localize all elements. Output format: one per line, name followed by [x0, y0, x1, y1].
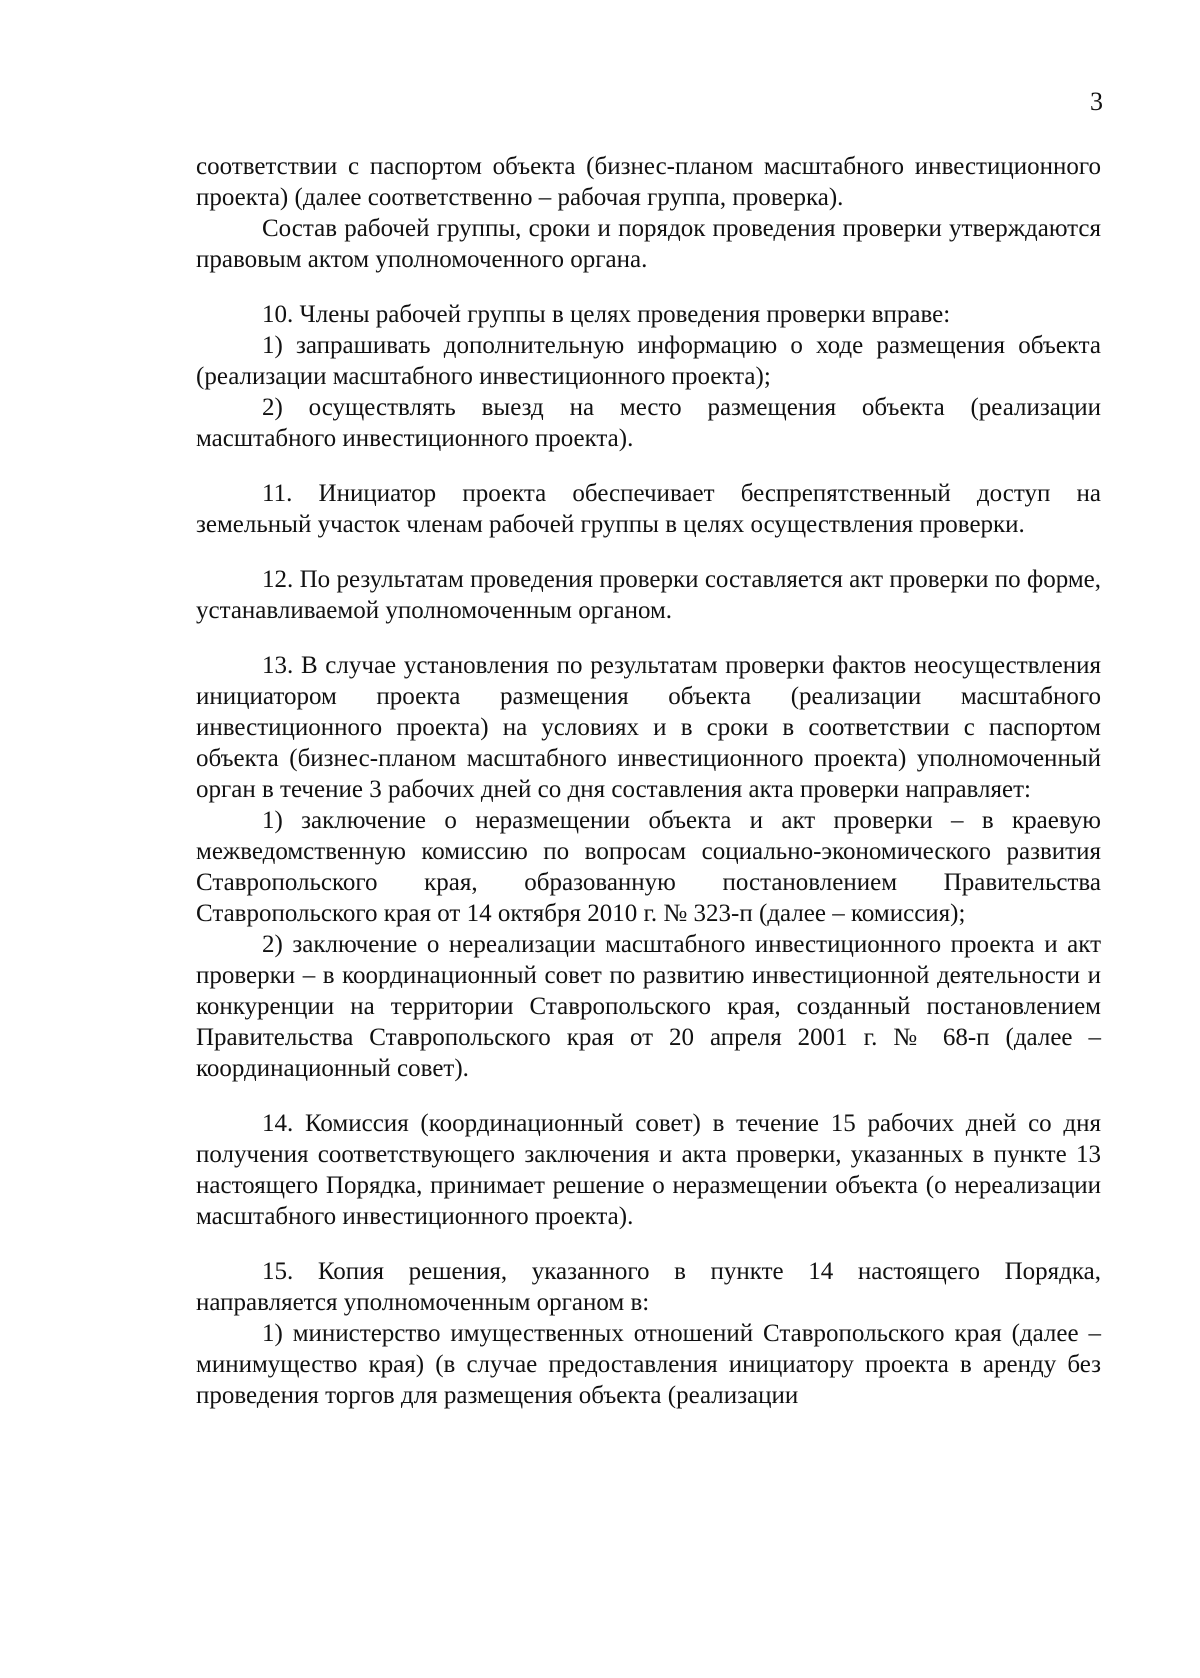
paragraph-15-item-1: 1) министерство имущественных отношений Ставропольского края (далее – минимущество края) (в случае предоставления инициатору проекта в аренду без проведения торгов для размещения объекта (реализации	[196, 1320, 1101, 1409]
paragraph-10-item-2: 2) осуществлять выезд на место размещения объекта (реализации масштабного инвестиционного проекта).	[196, 394, 1101, 452]
paragraph-10: 10. Члены рабочей группы в целях проведения проверки вправе:	[262, 301, 951, 328]
paragraph-11: 11. Инициатор проекта обеспечивает беспрепятственный доступ на земельный участок членам рабочей группы в целях осуществления проверки.	[196, 480, 1101, 538]
paragraph-12: 12. По результатам проведения проверки составляется акт проверки по форме, устанавливаемой уполномоченным органом.	[196, 566, 1101, 624]
document-body	[196, 151, 1101, 1411]
paragraph-14: 14. Комиссия (координационный совет) в течение 15 рабочих дней со дня получения соответствующего заключения и акта проверки, указанных в пункте 13 настоящего Порядка, принимает решение о неразмещении объекта (о нереализации масштабного инвестиционного проекта).	[196, 1110, 1101, 1230]
paragraph-13: 13. В случае установления по результатам проверки фактов неосуществления инициатором проекта размещения объекта (реализации масштабного инвестиционного проекта) на условиях и в сроки в соответствии с паспортом объекта (бизнес-планом масштабного инвестиционного проекта) уполномоченный орган в течение 3 рабочих дней со дня составления акта проверки направляет:	[196, 652, 1101, 803]
paragraph-13-item-2: 2) заключение о нереализации масштабного инвестиционного проекта и акт проверки – в координационный совет по развитию инвестиционной деятельности и конкуренции на территории Ставропольского края, созданный постановлением Правительства Ставропольского края от 20 апреля 2001 г. № 68-п (далее – координационный совет).	[196, 931, 1101, 1082]
paragraph-10-item-1: 1) запрашивать дополнительную информацию о ходе размещения объекта (реализации масштабного инвестиционного проекта);	[196, 332, 1101, 390]
paragraph-15: 15. Копия решения, указанного в пункте 14 настоящего Порядка, направляется уполномоченным органом в:	[196, 1258, 1101, 1316]
paragraph-working-group-composition: Состав рабочей группы, сроки и порядок проведения проверки утверждаются правовым актом уполномоченного органа.	[196, 215, 1101, 273]
paragraph-13-item-1: 1) заключение о неразмещении объекта и акт проверки – в краевую межведомственную комиссию по вопросам социально-экономического развития Ставропольского края, образованную постановлением Правительства Ставропольского края от 14 октября 2010 г. № 323-п (далее – комиссия);	[196, 807, 1101, 927]
paragraph-continuation: соответствии с паспортом объекта (бизнес-планом масштабного инвестиционного проекта) (далее соответственно – рабочая группа, проверка).	[196, 153, 1101, 211]
page-number: 3	[1090, 87, 1103, 116]
